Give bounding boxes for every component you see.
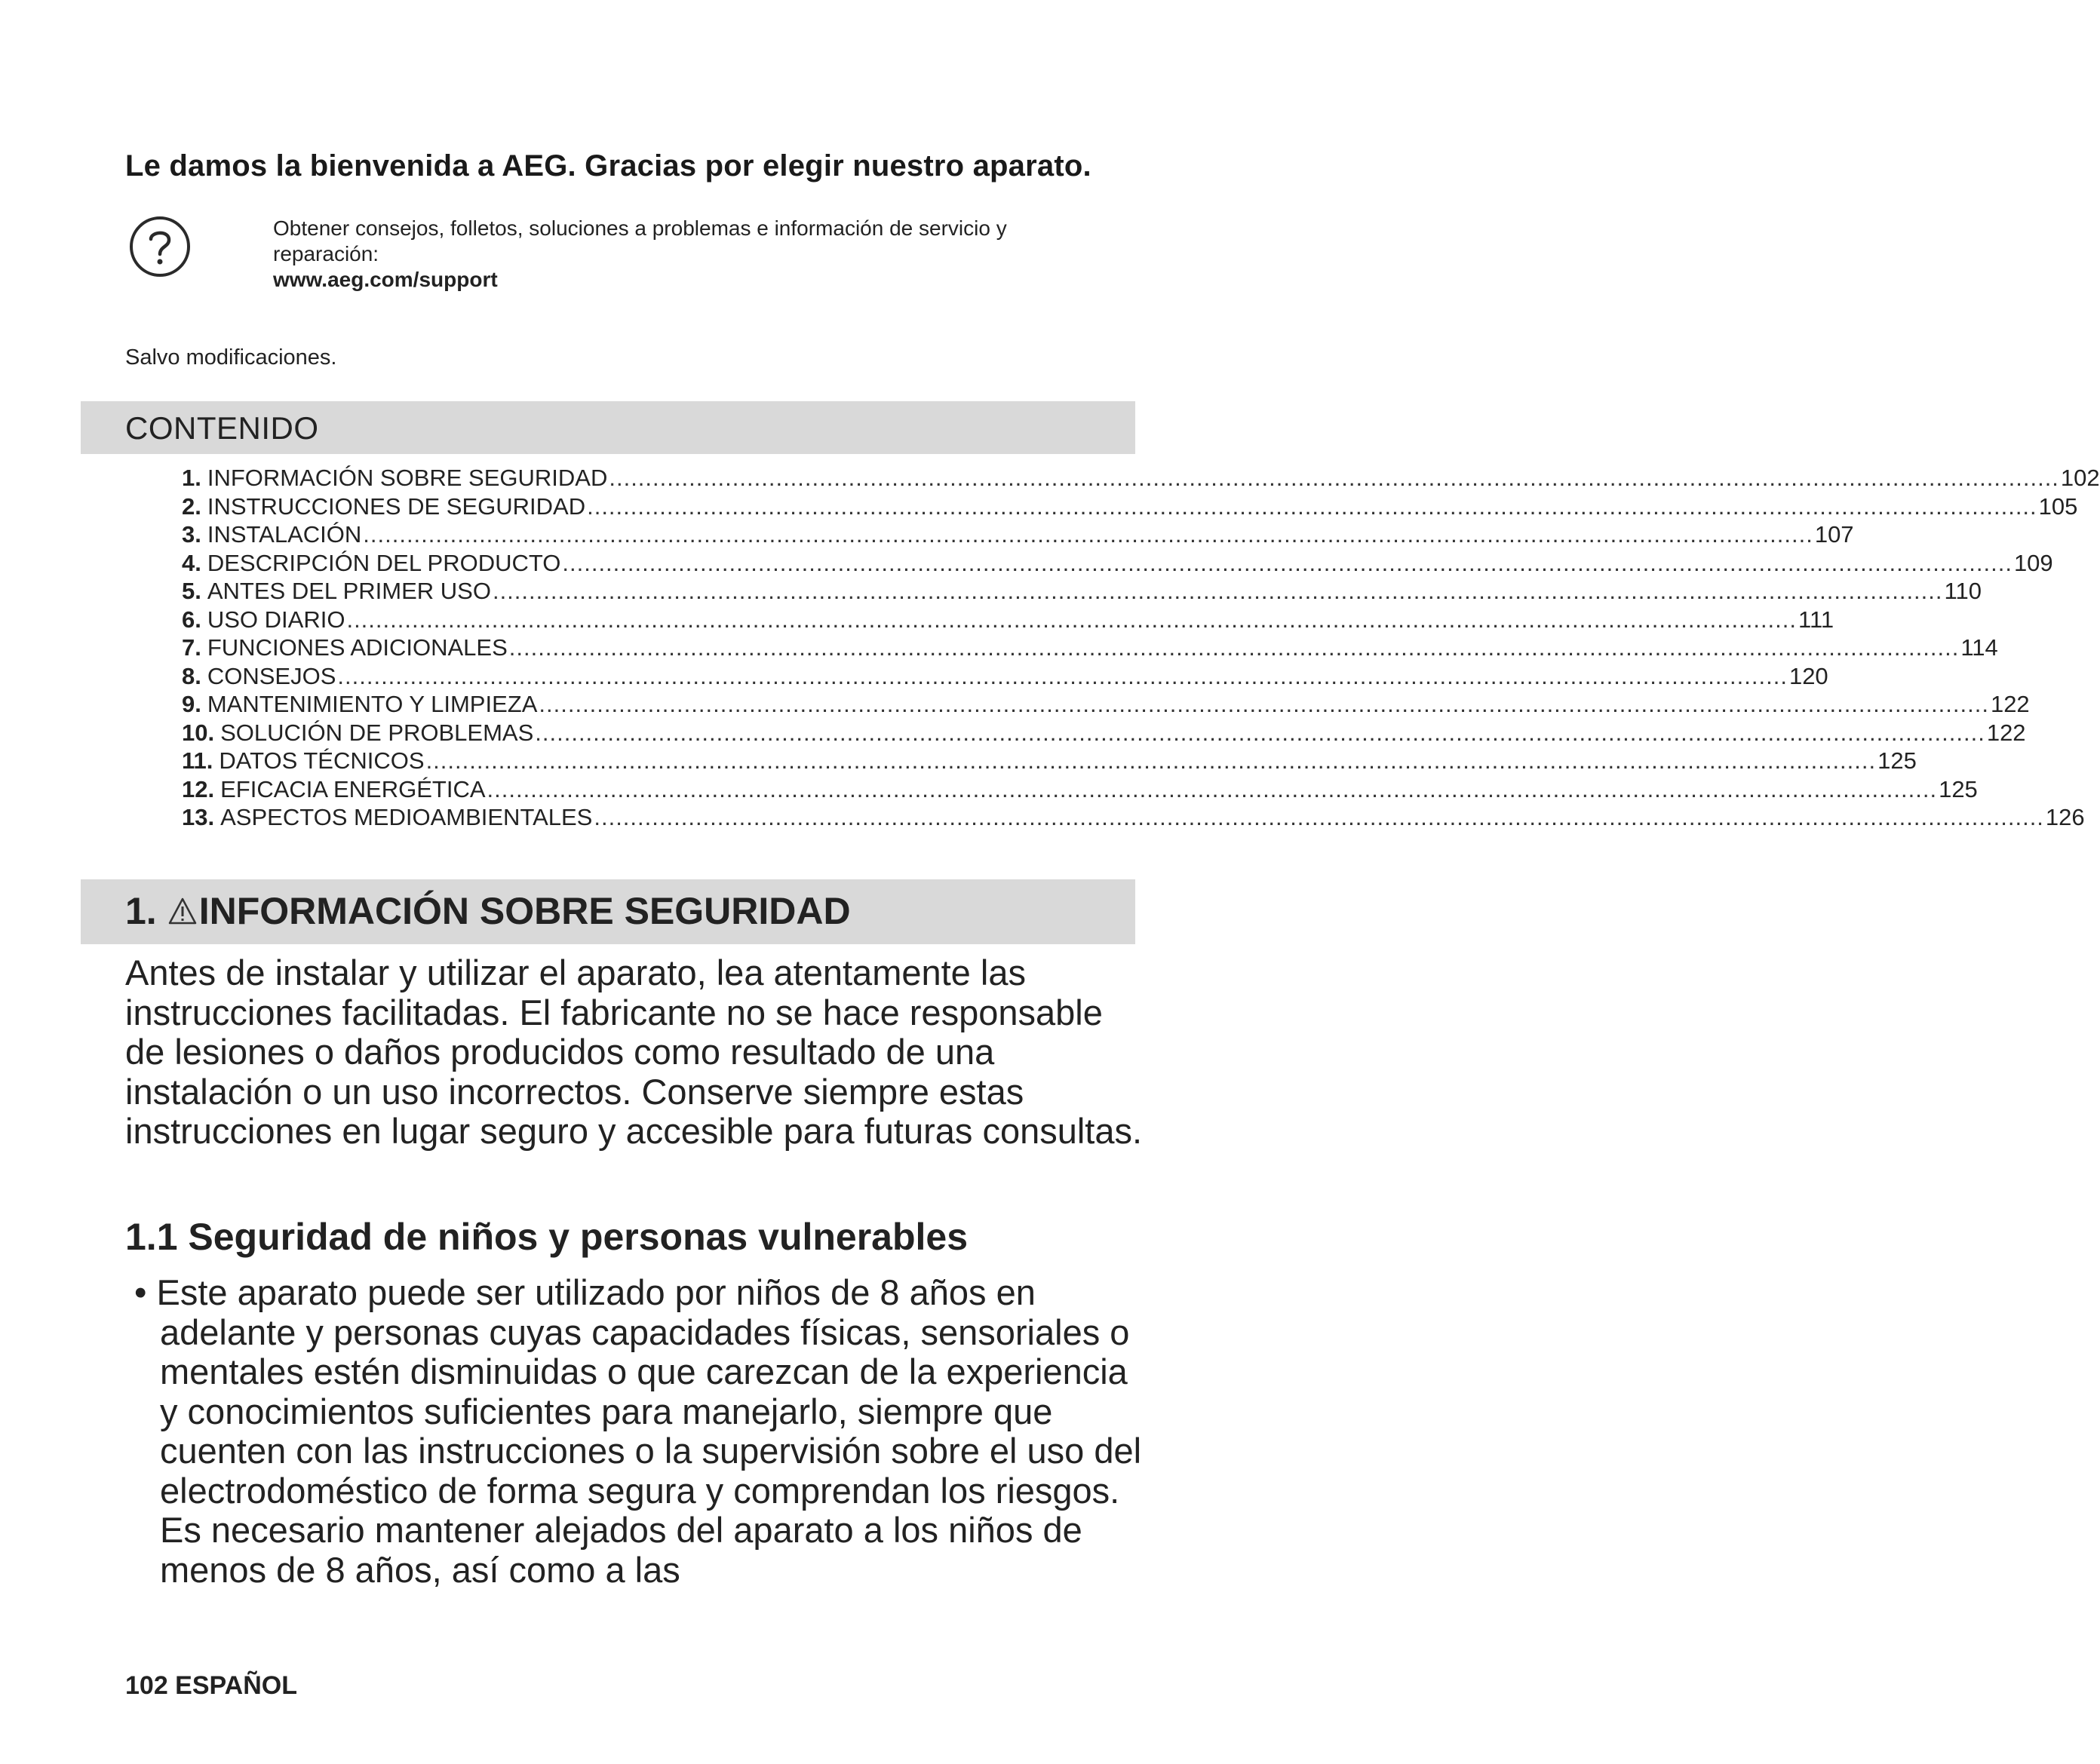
toc-entry-number: 8. — [182, 662, 201, 689]
toc-entry-title: INFORMACIÓN SOBRE SEGURIDAD — [207, 465, 608, 491]
toc-entry-page: 105 — [2038, 492, 2078, 520]
toc-entry[interactable] — [182, 804, 2085, 833]
toc-entry[interactable] — [182, 719, 2026, 748]
toc-leader-dots: ........................................................................................................................................................................................................ — [535, 719, 1985, 746]
toc-entry[interactable] — [182, 634, 1998, 663]
toc-entry[interactable] — [182, 775, 1978, 805]
section-number: 1. — [125, 890, 157, 932]
toc-entry-number: 1. — [182, 465, 201, 491]
support-link[interactable]: www.aeg.com/support — [273, 268, 498, 291]
toc-entry-page: 125 — [1877, 747, 1917, 774]
toc-entry-title: DATOS TÉCNICOS — [219, 747, 425, 774]
toc-entry[interactable] — [182, 578, 1982, 606]
toc-leader-dots: ........................................................................................................................................................................................................ — [337, 662, 1788, 689]
toc-entry-number: 13. — [182, 804, 215, 830]
support-info-line: Obtener consejos, folletos, soluciones a problemas e información de servicio y — [273, 216, 1007, 240]
page-footer: 102 ESPAÑOL — [125, 1671, 298, 1700]
toc-entry-number: 6. — [182, 606, 201, 633]
toc-entry-page: 126 — [2045, 804, 2085, 830]
toc-entry[interactable] — [182, 549, 2053, 578]
toc-entry-number: 10. — [182, 719, 215, 746]
modification-note: Salvo modificaciones. — [125, 345, 337, 370]
toc-leader-dots: ........................................................................................................................................................................................................ — [539, 691, 1989, 717]
toc-leader-dots: ........................................................................................................................................................................................................ — [492, 578, 1943, 604]
toc-entry[interactable] — [182, 662, 1828, 692]
toc-leader-dots: ........................................................................................................................................................................................................ — [363, 521, 1813, 548]
toc-entry-page: 122 — [1986, 719, 2026, 746]
toc-entry-title: ASPECTOS MEDIOAMBIENTALES — [220, 804, 593, 830]
safety-intro-paragraph: Antes de instalar y utilizar el aparato, lea atentamente las instrucciones facilitadas. El fabricante no se hace responsable de lesiones o daños producidos como resultado de una instalación o un uso incorrectos. Conserve siempre estas instrucciones en lugar seguro y accesible para futuras consultas. — [125, 953, 1143, 1151]
toc-entry-title: USO DIARIO — [207, 606, 345, 633]
subsection-title: 1.1 Seguridad de niños y personas vulnerables — [125, 1216, 969, 1258]
toc-entry-number: 3. — [182, 521, 201, 548]
toc-entry-page: 114 — [1960, 634, 1998, 661]
toc-leader-dots: ........................................................................................................................................................................................................ — [487, 775, 1938, 802]
toc-leader-dots: ........................................................................................................................................................................................................ — [594, 804, 2044, 830]
toc-entry-title: SOLUCIÓN DE PROBLEMAS — [220, 719, 534, 746]
toc-entry-number: 12. — [182, 775, 215, 802]
toc-entry-number: 9. — [182, 691, 201, 717]
toc-leader-dots: ........................................................................................................................................................................................................ — [425, 747, 1877, 774]
question-circle-icon — [128, 215, 192, 278]
toc-entry-number: 11. — [182, 747, 213, 774]
toc-leader-dots: ........................................................................................................................................................................................................ — [508, 634, 1960, 661]
toc-entry-page: 122 — [1990, 691, 2030, 717]
toc-leader-dots: ........................................................................................................................................................................................................ — [562, 549, 2012, 576]
contents-header — [81, 401, 1135, 454]
toc-entry-title: CONSEJOS — [207, 662, 336, 689]
toc-entry-title: INSTALACIÓN — [207, 521, 362, 548]
welcome-heading: Le damos la bienvenida a AEG. Gracias por elegir nuestro aparato. — [125, 149, 1091, 183]
contents-title: CONTENIDO — [125, 410, 319, 446]
support-info-line: reparación: — [273, 242, 379, 265]
toc-entry-title: INSTRUCCIONES DE SEGURIDAD — [207, 492, 586, 520]
toc-leader-dots: ........................................................................................................................................................................................................ — [587, 492, 2037, 520]
warning-triangle-icon — [167, 897, 198, 925]
toc-leader-dots: ........................................................................................................................................................................................................ — [609, 465, 2059, 491]
toc-entry-number: 4. — [182, 549, 201, 576]
toc-entry-page: 109 — [2013, 549, 2053, 576]
bullet-paragraph: • Este aparato puede ser utilizado por niños de 8 años en adelante y personas cuyas capacidades físicas, sensoriales o mentales estén disminuidas o que carezcan de la experiencia y conocimientos suficientes para manejarlo, siempre que cuenten con las instrucciones o la supervisión sobre el uso del electrodoméstico de forma segura y comprendan los riesgos. Es necesario mantener alejados del aparato a los niños de menos de 8 años, así como a las — [134, 1272, 1142, 1590]
toc-entry[interactable] — [182, 521, 1854, 550]
toc-entry-number: 2. — [182, 492, 201, 520]
toc-entry-title: MANTENIMIENTO Y LIMPIEZA — [207, 691, 538, 717]
toc-leader-dots: ........................................................................................................................................................................................................ — [346, 606, 1798, 633]
toc-entry-page: 111 — [1798, 606, 1834, 633]
toc-entry[interactable] — [182, 492, 2078, 522]
support-info — [273, 216, 1007, 293]
toc-entry[interactable] — [182, 606, 1834, 635]
bullet-text: Este aparato puede ser utilizado por niños de 8 años en adelante y personas cuyas capacidades físicas, sensoriales o mentales estén disminuidas o que carezcan de la experiencia y conocimientos suficientes para manejarlo, siempre que cuenten con las instrucciones o la supervisión sobre el uso del electrodoméstico de forma segura y comprendan los riesgos. Es necesario mantener alejados del aparato a los niños de menos de 8 años, así como a las — [156, 1272, 1142, 1590]
toc-entry-page: 125 — [1939, 775, 1978, 802]
toc-entry-page: 107 — [1814, 521, 1854, 548]
toc-entry-title: ANTES DEL PRIMER USO — [207, 578, 491, 604]
toc-entry-number: 5. — [182, 578, 201, 604]
toc-entry-page: 110 — [1944, 578, 1982, 604]
toc-entry-title: DESCRIPCIÓN DEL PRODUCTO — [207, 549, 561, 576]
toc-entry[interactable] — [182, 691, 2030, 719]
section-title-text: INFORMACIÓN SOBRE SEGURIDAD — [198, 890, 851, 932]
table-of-contents — [182, 465, 2100, 833]
toc-entry[interactable] — [182, 747, 1917, 776]
toc-entry-title: EFICACIA ENERGÉTICA — [220, 775, 486, 802]
section-header — [81, 879, 1135, 944]
toc-entry-number: 7. — [182, 634, 201, 661]
toc-entry-title: FUNCIONES ADICIONALES — [207, 634, 508, 661]
toc-entry-page: 120 — [1788, 662, 1828, 689]
section-title — [125, 889, 851, 933]
toc-entry-page: 102 — [2060, 465, 2100, 491]
toc-entry[interactable] — [182, 465, 2100, 493]
